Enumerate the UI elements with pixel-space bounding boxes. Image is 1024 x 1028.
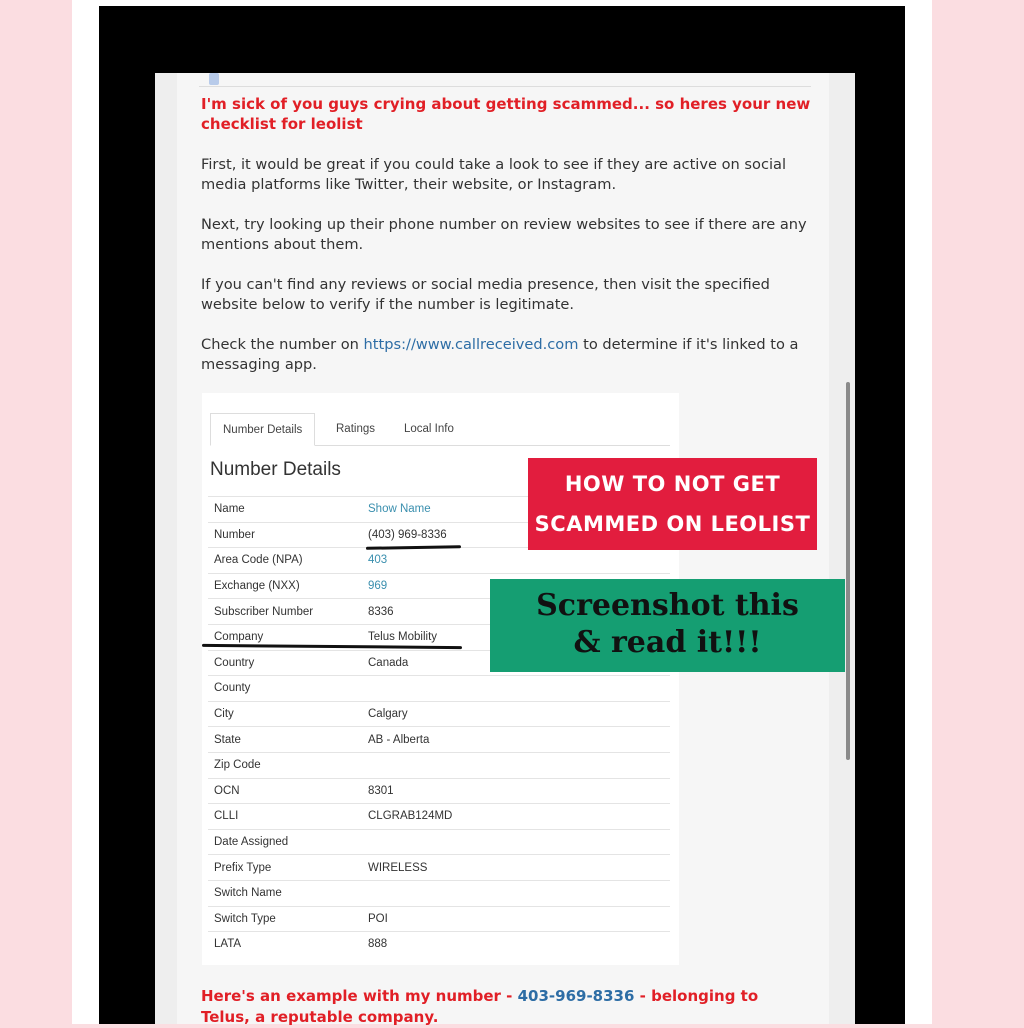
row-key: Number (208, 522, 362, 548)
table-row (208, 548, 670, 574)
number-details-heading: Number Details (210, 459, 341, 480)
tab-local-info[interactable]: Local Info (404, 423, 454, 435)
row-value: (403) 969-8336 (362, 522, 670, 548)
table-row (208, 880, 670, 906)
row-value: WIRELESS (362, 855, 670, 881)
row-value: 8301 (362, 778, 670, 804)
banner-how-to (528, 458, 817, 550)
row-key: Exchange (NXX) (208, 573, 362, 599)
table-row (208, 804, 670, 830)
banner-how-to-line2: SCAMMED ON LEOLIST (534, 512, 811, 536)
row-value: AB - Alberta (362, 727, 670, 753)
row-key: CLLI (208, 804, 362, 830)
table-row (208, 932, 670, 957)
row-value: Canada (362, 650, 670, 676)
post-title: I'm sick of you guys crying about getting scammed... so heres your new checklist for leolist (201, 95, 811, 133)
paragraph-verify-website: If you can't find any reviews or social media presence, then visit the specified website below to verify if the number is legitimate. (201, 276, 770, 313)
check-number-text-end: to determine if it's linked to a messaging app. (201, 336, 799, 373)
example-before: Here's an example with my number - (201, 987, 518, 1005)
row-value: POI (362, 906, 670, 932)
scrollbar[interactable] (846, 382, 850, 760)
table-row (208, 701, 670, 727)
row-key: City (208, 701, 362, 727)
row-key: OCN (208, 778, 362, 804)
row-key: Subscriber Number (208, 599, 362, 625)
row-key: Name (208, 497, 362, 523)
table-row (208, 676, 670, 702)
divider (199, 86, 811, 87)
callreceived-link[interactable]: https://www.callreceived.com (363, 336, 579, 353)
row-value[interactable]: 403 (362, 548, 670, 574)
banner-screenshot (490, 579, 845, 672)
row-value: Telus Mobility (362, 624, 670, 650)
row-key: Switch Type (208, 906, 362, 932)
row-key: Date Assigned (208, 829, 362, 855)
table-row (208, 855, 670, 881)
row-key: Switch Name (208, 880, 362, 906)
table-row (208, 727, 670, 753)
paragraph-social-media: First, it would be great if you could take a look to see if they are active on social media platforms like Twitter, their website, or Instagram. (201, 156, 787, 193)
row-key: LATA (208, 932, 362, 957)
banner-screenshot-line2: & read it!!! (573, 625, 762, 660)
row-value: Calgary (362, 701, 670, 727)
row-value: 888 (362, 932, 670, 957)
row-value: 8336 (362, 599, 670, 625)
row-key: County (208, 676, 362, 702)
row-key: Zip Code (208, 752, 362, 778)
tab-ratings[interactable]: Ratings (336, 423, 375, 435)
paragraph-review-sites: Next, try looking up their phone number on review websites to see if there are any mentions about them. (201, 216, 807, 253)
row-value (362, 880, 670, 906)
example-after: - belonging to Telus, a reputable company. (201, 987, 759, 1026)
row-key: Country (208, 650, 362, 676)
row-value: CLGRAB124MD (362, 804, 670, 830)
row-value[interactable]: Show Name (362, 497, 670, 523)
row-key: Area Code (NPA) (208, 548, 362, 574)
example-number-link[interactable]: 403-969-8336 (517, 987, 635, 1005)
table-row (208, 752, 670, 778)
example-text (201, 986, 811, 1028)
paragraph-check-number (201, 335, 811, 375)
row-key: Prefix Type (208, 855, 362, 881)
row-value (362, 829, 670, 855)
table-row (208, 829, 670, 855)
row-value (362, 752, 670, 778)
row-value (362, 676, 670, 702)
row-value[interactable]: 969 (362, 573, 670, 599)
table-row (208, 906, 670, 932)
banner-screenshot-line1: Screenshot this (536, 588, 799, 623)
tab-number-details[interactable]: Number Details (210, 413, 315, 446)
check-number-text: Check the number on (201, 336, 364, 353)
bookmark-icon (209, 73, 219, 85)
number-details-table (208, 496, 670, 957)
banner-how-to-line1: HOW TO NOT GET (564, 472, 781, 496)
row-key: State (208, 727, 362, 753)
row-key: Company (208, 624, 362, 650)
table-row (208, 778, 670, 804)
